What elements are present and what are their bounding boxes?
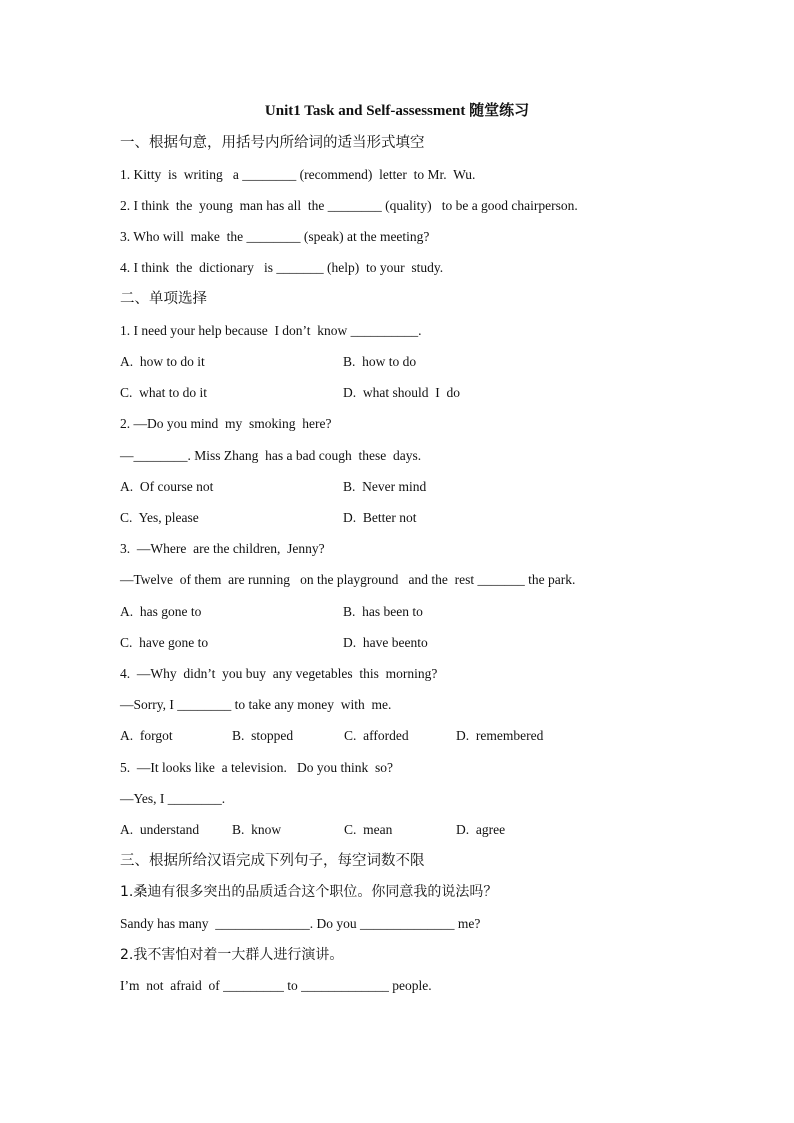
section-1-item-3: 3. Who will make the ________ (speak) at the meeting? (120, 229, 430, 244)
q3-stem: 3. —Where are the children, Jenny? (120, 541, 325, 556)
q5-option-a: A. understand (120, 822, 200, 837)
section-1-item-1: 1. Kitty is writing a ________ (recommend) letter to Mr. Wu. (120, 167, 476, 182)
q4-stem: 4. —Why didn’t you buy any vegetables this morning? (120, 666, 438, 681)
q1-stem: 1. I need your help because I don’t know __________. (120, 323, 422, 338)
q4-option-b: B. stopped (232, 728, 294, 743)
q5-reply: —Yes, I ________. (120, 791, 226, 806)
q2-option-c: C. Yes, please (120, 510, 199, 525)
section-3-q2-english: I’m not afraid of _________ to _____________ people. (120, 978, 432, 993)
section-1-item-4: 4. I think the dictionary is _______ (help) to your study. (120, 260, 444, 275)
q4-option-a: A. forgot (120, 728, 173, 743)
q1-option-b: B. how to do (343, 354, 417, 369)
section-3-q2-chinese: 2.我不害怕对着一大群人进行演讲。 (120, 947, 344, 963)
q5-stem: 5. —It looks like a television. Do you think so? (120, 760, 393, 775)
q2-option-d: D. Better not (343, 510, 417, 525)
q4-reply: —Sorry, I ________ to take any money with me. (120, 697, 392, 712)
q3-reply: —Twelve of them are running on the playground and the rest _______ the park. (120, 572, 576, 587)
page-title: Unit1 Task and Self-assessment 随堂练习 (264, 103, 530, 119)
section-3-q1-chinese: 1.桑迪有很多突出的品质适合这个职位。你同意我的说法吗？ (120, 884, 498, 900)
q1-option-c: C. what to do it (120, 385, 207, 400)
q4-option-d: D. remembered (456, 728, 544, 743)
q2-stem: 2. —Do you mind my smoking here? (120, 416, 332, 431)
q2-option-b: B. Never mind (343, 479, 427, 494)
q4-option-c: C. afforded (344, 728, 409, 743)
section-1-heading: 一、根据句意，用括号内所给词的适当形式填空 (120, 135, 425, 151)
section-3-q1-english: Sandy has many ______________. Do you ______________ me? (120, 916, 481, 931)
q3-option-a: A. has gone to (120, 604, 202, 619)
q5-option-b: B. know (232, 822, 282, 837)
section-1-item-2: 2. I think the young man has all the ________ (quality) to be a good chairperson. (120, 198, 578, 213)
q1-option-a: A. how to do it (120, 354, 205, 369)
section-3-heading: 三、根据所给汉语完成下列句子，每空词数不限 (120, 853, 425, 869)
q1-option-d: D. what should I do (343, 385, 460, 400)
section-2-heading: 二、单项选择 (120, 291, 207, 307)
q3-option-b: B. has been to (343, 604, 423, 619)
q2-reply: —________. Miss Zhang has a bad cough these days. (120, 448, 422, 463)
q2-option-a: A. Of course not (120, 479, 214, 494)
q3-option-d: D. have beento (343, 635, 428, 650)
q5-option-c: C. mean (344, 822, 393, 837)
q5-option-d: D. agree (456, 822, 506, 837)
q3-option-c: C. have gone to (120, 635, 209, 650)
